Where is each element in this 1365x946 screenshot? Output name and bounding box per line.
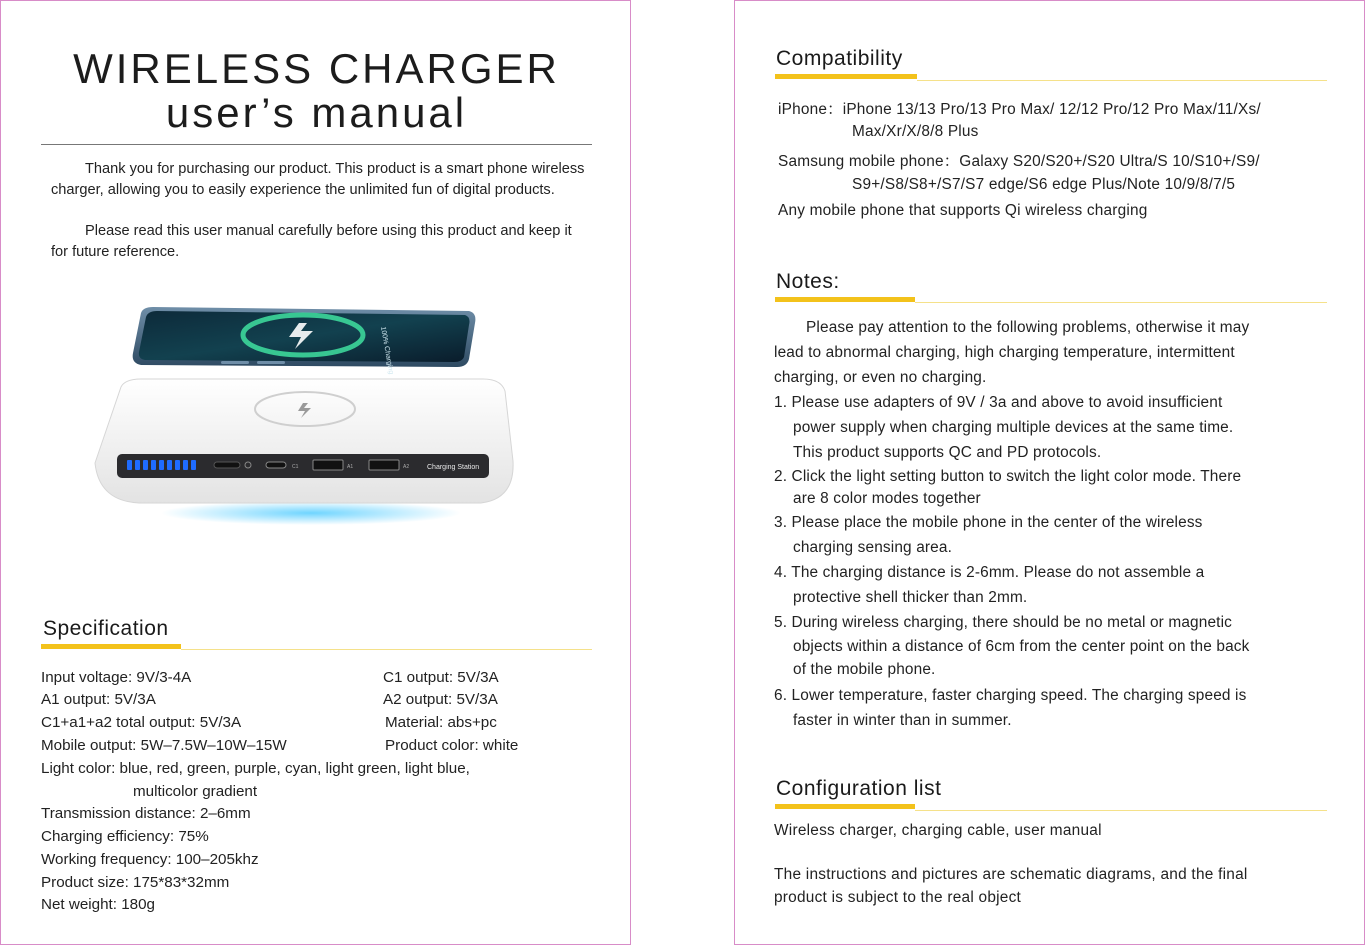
right-page [734,0,1365,945]
spec-working-frequency: Working frequency: 100–205khz [41,851,259,868]
note-item-5-continued: objects within a distance of 6cm from the center point on the back [793,638,1250,655]
intro-paragraph-thanks: Thank you for purchasing our product. This product is a smart phone wireless charger, allowing you to easily experience the unlimited fun of digital products. [51,161,585,198]
led-segment [175,460,180,470]
manual-title-line1: WIRELESS CHARGER [73,45,560,92]
spec-mobile-output: Mobile output: 5W–7.5W–10W–15W [41,737,287,754]
spec-total-output: C1+a1+a2 total output: 5V/3A [41,714,242,731]
specification-heading-rule [181,649,592,650]
configuration-heading: Configuration list [776,777,942,800]
intro-paragraph-read-manual: Please read this user manual carefully before using this product and keep it for future reference. [51,223,572,260]
compat-iphone-continued: Max/Xr/X/8/8 Plus [852,123,979,140]
note-item-1-continued: This product supports QC and PD protocols. [793,444,1102,461]
configuration-items: Wireless charger, charging cable, user manual [774,822,1102,839]
notes-intro-line: Please pay attention to the following problems, otherwise it may [806,319,1250,336]
spec-charging-efficiency: Charging efficiency: 75% [41,828,209,845]
note-item-2-continued: are 8 color modes together [793,490,981,507]
led-segment [191,460,196,470]
note-item-2: 2. Click the light setting button to switch the light color mode. There [774,468,1242,485]
left-page [0,0,631,945]
led-segment [143,460,148,470]
compatibility-heading: Compatibility [776,47,903,70]
led-segment [167,460,172,470]
compatibility-heading-rule [917,80,1327,81]
spec-light-color: Light color: blue, red, green, purple, cyan, light green, light blue, [41,760,470,777]
configuration-heading-rule [915,810,1327,811]
spec-net-weight: Net weight: 180g [41,896,155,913]
led-segment [127,460,132,470]
spec-product-color: Product color: white [385,737,519,754]
compat-samsung-continued: S9+/S8/S8+/S7/S7 edge/S6 edge Plus/Note 10/9/8/7/5 [852,176,1236,193]
port-label-c1: C1 [292,464,299,470]
disclaimer-line: The instructions and pictures are schematic diagrams, and the final [774,866,1248,883]
compat-iphone: iPhone：iPhone 13/13 Pro/13 Pro Max/ 12/12 Pro/12 Pro Max/11/Xs/ [778,101,1261,118]
note-item-3: 3. Please place the mobile phone in the center of the wireless [774,514,1203,531]
note-item-4-continued: protective shell thicker than 2mm. [793,589,1028,606]
title-divider [41,144,592,145]
spec-transmission-distance: Transmission distance: 2–6mm [41,805,251,822]
spec-c1-output: C1 output: 5V/3A [383,669,499,686]
notes-heading-rule [915,302,1327,303]
compatibility-heading-accent [775,74,917,79]
note-item-5-continued: of the mobile phone. [793,661,936,678]
product-image [81,291,531,531]
usb-a1-port [313,460,343,470]
usb-c-port [266,462,286,468]
note-item-1: 1. Please use adapters of 9V / 3a and above to avoid insufficient [774,394,1223,411]
spec-light-color-continued: multicolor gradient [133,783,258,800]
port-label-a2: A2 [403,464,410,470]
spec-a1-output: A1 output: 5V/3A [41,691,156,708]
specification-heading: Specification [43,617,169,640]
spec-a2-output: A2 output: 5V/3A [383,691,498,708]
note-item-4: 4. The charging distance is 2-6mm. Please do not assemble a [774,564,1205,581]
compat-samsung: Samsung mobile phone：Galaxy S20/S20+/S20 Ultra/S 10/S10+/S9/ [778,153,1260,170]
compat-any-qi: Any mobile phone that supports Qi wireless charging [778,202,1148,219]
specification-heading-accent [41,644,181,649]
notes-heading-accent [775,297,915,302]
spec-product-size: Product size: 175*83*32mm [41,874,230,891]
notes-heading: Notes: [776,270,840,293]
usb-a2-port [369,460,399,470]
led-segment [135,460,140,470]
ambient-light-glow [161,501,461,525]
led-segment [183,460,188,470]
spec-material: Material: abs+pc [385,714,497,731]
led-segment [159,460,164,470]
phone-screen-text: 100% Charging [379,326,395,375]
note-item-3-continued: charging sensing area. [793,539,953,556]
port-label-a1: A1 [347,464,354,470]
note-item-1-continued: power supply when charging multiple devices at the same time. [793,419,1234,436]
phone-illustration [133,307,476,375]
light-setting-button [214,462,240,468]
manual-title-line2: user’s manual [165,89,468,136]
note-item-6: 6. Lower temperature, faster charging speed. The charging speed is [774,687,1247,704]
configuration-heading-accent [775,804,915,809]
led-segment [151,460,156,470]
led-indicator-strip [127,460,196,470]
disclaimer-line: product is subject to the real object [774,889,1022,906]
notes-intro-line: charging, or even no charging. [774,369,987,386]
charging-station-label: Charging Station [427,464,480,471]
note-item-5: 5. During wireless charging, there should be no metal or magnetic [774,614,1233,631]
charger-base-illustration [95,379,513,503]
notes-intro-line: lead to abnormal charging, high charging temperature, intermittent [774,344,1235,361]
note-item-6-continued: faster in winter than in summer. [793,712,1012,729]
spec-input-voltage: Input voltage: 9V/3-4A [41,669,192,686]
